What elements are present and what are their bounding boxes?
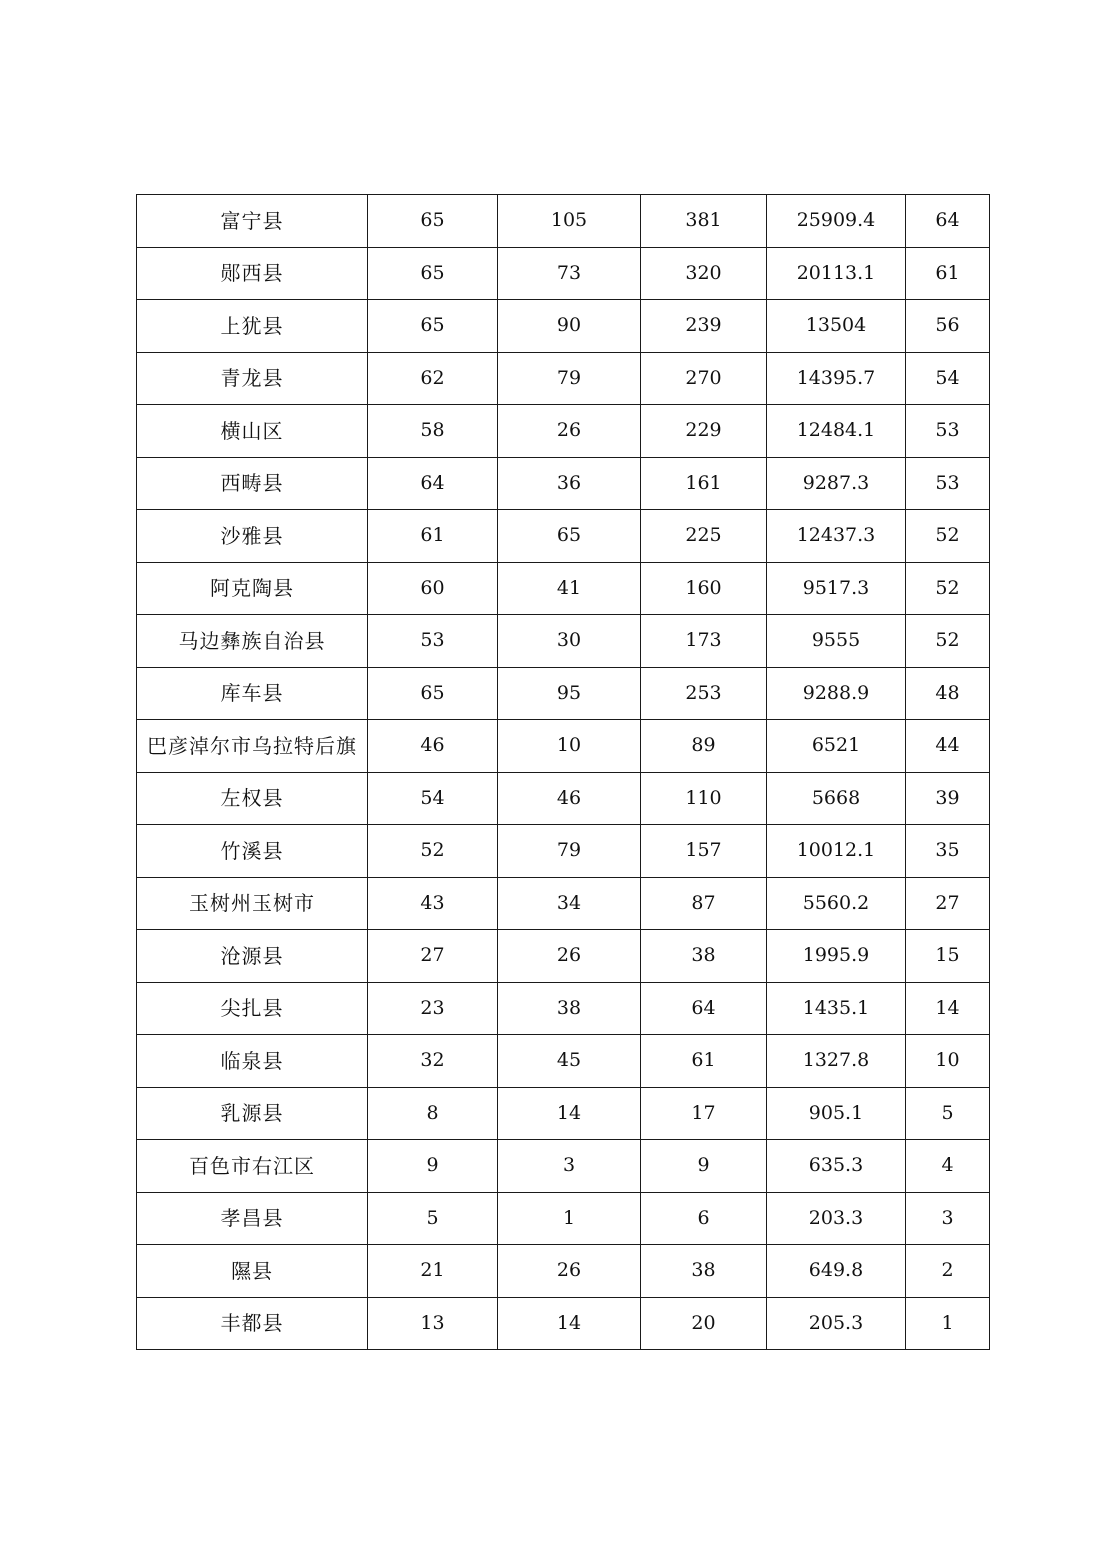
value-cell: 9517.3 — [767, 562, 906, 615]
value-cell: 160 — [641, 562, 767, 615]
value-cell: 26 — [498, 405, 641, 458]
value-cell: 229 — [641, 405, 767, 458]
value-cell: 10 — [906, 1035, 990, 1088]
value-cell: 26 — [498, 1245, 641, 1298]
value-cell: 41 — [498, 562, 641, 615]
value-cell: 157 — [641, 825, 767, 878]
value-cell: 79 — [498, 825, 641, 878]
county-name-cell: 临泉县 — [137, 1035, 368, 1088]
county-name-cell: 郧西县 — [137, 247, 368, 300]
value-cell: 5668 — [767, 772, 906, 825]
value-cell: 20113.1 — [767, 247, 906, 300]
value-cell: 61 — [368, 510, 498, 563]
value-cell: 65 — [368, 300, 498, 353]
value-cell: 65 — [368, 195, 498, 248]
value-cell: 44 — [906, 720, 990, 773]
county-name-cell: 阿克陶县 — [137, 562, 368, 615]
value-cell: 54 — [906, 352, 990, 405]
value-cell: 38 — [641, 930, 767, 983]
value-cell: 45 — [498, 1035, 641, 1088]
value-cell: 9555 — [767, 615, 906, 668]
value-cell: 1995.9 — [767, 930, 906, 983]
county-name-cell: 百色市右江区 — [137, 1140, 368, 1193]
table-row — [137, 457, 990, 510]
value-cell: 56 — [906, 300, 990, 353]
value-cell: 3 — [906, 1192, 990, 1245]
value-cell: 62 — [368, 352, 498, 405]
table-row — [137, 1297, 990, 1350]
value-cell: 105 — [498, 195, 641, 248]
county-name-cell: 西畴县 — [137, 457, 368, 510]
value-cell: 38 — [641, 1245, 767, 1298]
table-row — [137, 1192, 990, 1245]
county-name-cell: 上犹县 — [137, 300, 368, 353]
value-cell: 4 — [906, 1140, 990, 1193]
value-cell: 60 — [368, 562, 498, 615]
value-cell: 65 — [368, 247, 498, 300]
value-cell: 905.1 — [767, 1087, 906, 1140]
county-name-cell: 青龙县 — [137, 352, 368, 405]
value-cell: 54 — [368, 772, 498, 825]
value-cell: 13 — [368, 1297, 498, 1350]
value-cell: 87 — [641, 877, 767, 930]
value-cell: 1435.1 — [767, 982, 906, 1035]
county-data-table — [136, 194, 990, 1350]
value-cell: 2 — [906, 1245, 990, 1298]
value-cell: 43 — [368, 877, 498, 930]
value-cell: 649.8 — [767, 1245, 906, 1298]
value-cell: 65 — [368, 667, 498, 720]
value-cell: 14 — [498, 1297, 641, 1350]
table-row — [137, 1035, 990, 1088]
value-cell: 27 — [368, 930, 498, 983]
value-cell: 46 — [368, 720, 498, 773]
value-cell: 46 — [498, 772, 641, 825]
value-cell: 6521 — [767, 720, 906, 773]
county-name-cell: 富宁县 — [137, 195, 368, 248]
value-cell: 30 — [498, 615, 641, 668]
value-cell: 203.3 — [767, 1192, 906, 1245]
value-cell: 65 — [498, 510, 641, 563]
value-cell: 9288.9 — [767, 667, 906, 720]
table-row — [137, 1140, 990, 1193]
value-cell: 173 — [641, 615, 767, 668]
value-cell: 12437.3 — [767, 510, 906, 563]
table-row — [137, 405, 990, 458]
table-row — [137, 720, 990, 773]
value-cell: 89 — [641, 720, 767, 773]
table-row — [137, 510, 990, 563]
value-cell: 5 — [368, 1192, 498, 1245]
value-cell: 26 — [498, 930, 641, 983]
value-cell: 52 — [906, 510, 990, 563]
value-cell: 27 — [906, 877, 990, 930]
value-cell: 53 — [906, 405, 990, 458]
county-name-cell: 乳源县 — [137, 1087, 368, 1140]
value-cell: 14395.7 — [767, 352, 906, 405]
value-cell: 52 — [906, 615, 990, 668]
county-name-cell: 玉树州玉树市 — [137, 877, 368, 930]
value-cell: 225 — [641, 510, 767, 563]
table-row — [137, 352, 990, 405]
value-cell: 17 — [641, 1087, 767, 1140]
county-name-cell: 沧源县 — [137, 930, 368, 983]
value-cell: 25909.4 — [767, 195, 906, 248]
value-cell: 1 — [498, 1192, 641, 1245]
table-body — [137, 195, 990, 1350]
value-cell: 5560.2 — [767, 877, 906, 930]
value-cell: 20 — [641, 1297, 767, 1350]
value-cell: 79 — [498, 352, 641, 405]
value-cell: 161 — [641, 457, 767, 510]
value-cell: 64 — [368, 457, 498, 510]
value-cell: 270 — [641, 352, 767, 405]
county-name-cell: 孝昌县 — [137, 1192, 368, 1245]
value-cell: 38 — [498, 982, 641, 1035]
value-cell: 90 — [498, 300, 641, 353]
value-cell: 1 — [906, 1297, 990, 1350]
value-cell: 5 — [906, 1087, 990, 1140]
table-row — [137, 772, 990, 825]
table-row — [137, 615, 990, 668]
value-cell: 52 — [906, 562, 990, 615]
value-cell: 9 — [368, 1140, 498, 1193]
value-cell: 10 — [498, 720, 641, 773]
value-cell: 34 — [498, 877, 641, 930]
value-cell: 13504 — [767, 300, 906, 353]
value-cell: 53 — [906, 457, 990, 510]
county-name-cell: 尖扎县 — [137, 982, 368, 1035]
value-cell: 39 — [906, 772, 990, 825]
value-cell: 8 — [368, 1087, 498, 1140]
value-cell: 320 — [641, 247, 767, 300]
table-row — [137, 877, 990, 930]
value-cell: 1327.8 — [767, 1035, 906, 1088]
value-cell: 205.3 — [767, 1297, 906, 1350]
value-cell: 14 — [906, 982, 990, 1035]
value-cell: 9 — [641, 1140, 767, 1193]
value-cell: 239 — [641, 300, 767, 353]
value-cell: 10012.1 — [767, 825, 906, 878]
value-cell: 381 — [641, 195, 767, 248]
table-row — [137, 562, 990, 615]
value-cell: 15 — [906, 930, 990, 983]
value-cell: 3 — [498, 1140, 641, 1193]
county-name-cell: 巴彦淖尔市乌拉特后旗 — [137, 720, 368, 773]
table-row — [137, 667, 990, 720]
county-name-cell: 沙雅县 — [137, 510, 368, 563]
table-row — [137, 982, 990, 1035]
value-cell: 61 — [906, 247, 990, 300]
county-name-cell: 左权县 — [137, 772, 368, 825]
table-row — [137, 195, 990, 248]
value-cell: 14 — [498, 1087, 641, 1140]
value-cell: 58 — [368, 405, 498, 458]
value-cell: 6 — [641, 1192, 767, 1245]
value-cell: 53 — [368, 615, 498, 668]
value-cell: 32 — [368, 1035, 498, 1088]
value-cell: 61 — [641, 1035, 767, 1088]
value-cell: 52 — [368, 825, 498, 878]
value-cell: 9287.3 — [767, 457, 906, 510]
value-cell: 635.3 — [767, 1140, 906, 1193]
table-row — [137, 247, 990, 300]
value-cell: 95 — [498, 667, 641, 720]
table-row — [137, 300, 990, 353]
table-row — [137, 1245, 990, 1298]
value-cell: 23 — [368, 982, 498, 1035]
table-row — [137, 930, 990, 983]
value-cell: 35 — [906, 825, 990, 878]
value-cell: 64 — [906, 195, 990, 248]
value-cell: 21 — [368, 1245, 498, 1298]
county-name-cell: 丰都县 — [137, 1297, 368, 1350]
county-name-cell: 竹溪县 — [137, 825, 368, 878]
value-cell: 64 — [641, 982, 767, 1035]
value-cell: 73 — [498, 247, 641, 300]
value-cell: 36 — [498, 457, 641, 510]
table-row — [137, 825, 990, 878]
county-name-cell: 隰县 — [137, 1245, 368, 1298]
value-cell: 110 — [641, 772, 767, 825]
table-row — [137, 1087, 990, 1140]
value-cell: 48 — [906, 667, 990, 720]
value-cell: 253 — [641, 667, 767, 720]
county-name-cell: 横山区 — [137, 405, 368, 458]
county-name-cell: 库车县 — [137, 667, 368, 720]
county-name-cell: 马边彝族自治县 — [137, 615, 368, 668]
value-cell: 12484.1 — [767, 405, 906, 458]
